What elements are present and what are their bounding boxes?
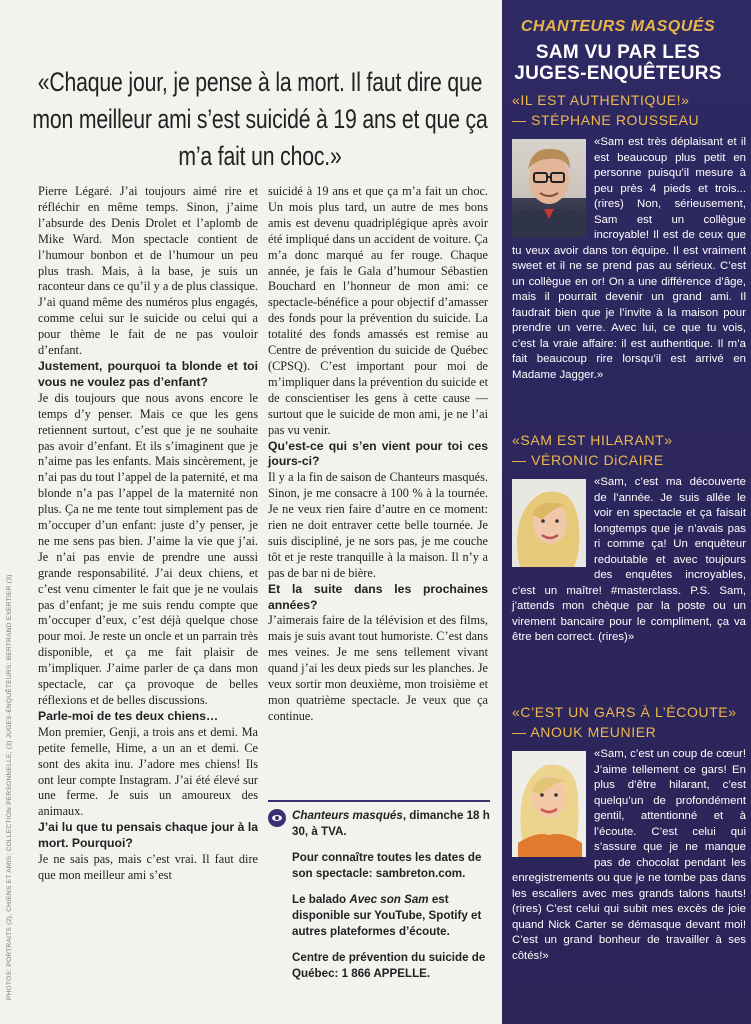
judge-stephane: [512, 92, 746, 383]
tva-eye-icon: [268, 809, 286, 827]
interview-question: J’ai lu que tu pensais chaque jour à la mort. Pourquoi?: [38, 820, 258, 851]
judge-name: — VÉRONIC DiCAIRE: [512, 452, 664, 468]
interview-paragraph: suicidé à 19 ans et que ça m’a fait un choc. Un mois plus tard, un autre de mes bons amis est devenu quadriplégique après avoir été impliqué dans un accident de voiture. Ça m’a donc marqué au fer rouge. Chaque année, je fais le Gala d’humour Sébastien Bouchard en l’honneur de mon ami: ce spectacle-bénéfice a pour objectif d’amasser des fonds pour la prévention du suicide. La totalité des fonds amassés est remise au Centre de prévention du suicide de Québec (CPSQ). C’est important pour moi de m’impliquer dans la prévention du suicide et de conscientiser les gens à cette cause — surtout que le suicide de mon ami, je ne l’ai pas vu venir.: [268, 184, 488, 437]
article-column-1: [38, 184, 258, 884]
prevention-center: Centre de prévention du suicide de Québec: 1 866 APPELLE.: [292, 951, 486, 980]
pull-quote: «Chaque jour, je pense à la mort. Il faut dire que mon meilleur ami s’est suicidé à 19 ans et que ça m’a fait un choc.»: [32, 67, 488, 171]
schedule-text: , dimanche 18 h 30, à TVA.: [292, 809, 490, 838]
podcast-pre: Le balado: [292, 893, 350, 906]
info-box: [268, 800, 490, 992]
judge-quote: «Sam est très déplaisant et il est beaucoup plus petit en personne puisqu’il mesure à peu près 4 pieds et trois... (rires) Non, sérieusement, Sam est un collègue incroyable! Il est de ceux que tu veux avoir dans ton équipe. Il est vraiment sweet et il ne se prend pas au sérieux. C’est un collègue en or! On a une différence d’âge, mais il pourrait devenir un grand ami. Il faudrait bien que je l’invite à la maison pour prendre un verre. Avec lui, ce que tu vois, c’est la vraie affaire: il est authentique. Il m’a fait beaucoup rire lorsqu’il est arrivé en Madame Jagger.»: [512, 136, 746, 381]
judge-quote: «Sam, c’est un coup de cœur! J’aime tellement ce gars! En plus d’être hilarant, c’est quelqu’un de profondément gentil, attentionné et à l’écoute. C’est celui qui s’assure que je ne manque pas de chocolat pendant les enregistrements ou que je ne tombe pas dans les escaliers avec mes grands talons hauts! (rires) C’est celui qui subit mes excès de joie quand Nick Carter se démasque devant moi! C’est un grand bonheur de travailler à ses côtés!»: [512, 748, 746, 962]
sidebar-title: SAM VU PAR LES JUGES-ENQUÊTEURS: [514, 42, 722, 84]
show-name: Chanteurs masqués: [292, 809, 403, 822]
interview-paragraph: Il y a la fin de saison de Chanteurs masqués. Sinon, je me consacre à 100 % à la tournée. Je ne veux rien faire d’autre en ce moment: rien ne doit entraver cette belle tournée. Je suis discipliné, je ne sors pas, je me couche tôt et je reste tranquille à la maison. Il n’y a pas de bar ni de bière.: [268, 470, 488, 580]
sidebar-kicker: CHANTEURS MASQUÉS: [520, 18, 716, 35]
interview-paragraph: J’aimerais faire de la télévision et des films, mais je suis avant tout humoriste. C’est dans mes veines. Je me sens tellement vivant quand j’ai les deux pieds sur les planches. Je veux sortir mon deuxième, mon troisième et mon quatrième spectacle. Je veux que ça continue.: [268, 613, 488, 723]
judge-photo: [512, 139, 586, 237]
portrait-illustration: [512, 139, 586, 237]
portrait-illustration: [512, 751, 586, 857]
judge-veronic: [512, 432, 746, 646]
interview-question: Et la suite dans les prochaines années?: [268, 581, 488, 612]
interview-paragraph: Je ne sais pas, mais c’est vrai. Il faut dire que mon meilleur ami s’est: [38, 852, 258, 882]
photo-credit: PHOTOS: PORTRAITS (2), CHIENS ET AMIS: COLLECTION PERSONNELLE, (3) JUGES-ENQUÊTEURS: BERTRAND EXERTIER (3): [6, 574, 13, 1000]
interview-paragraph: Mon premier, Genji, a trois ans et demi. Ma petite femelle, Hime, a un an et demi. Ce sont des akita inu. J’adore mes chiens! Ils ont leur compte Instagram. J’ai été élevé sur une ferme. Je suis un amoureux des animaux.: [38, 724, 258, 819]
judge-name: — STÉPHANE ROUSSEAU: [512, 112, 700, 128]
judge-headline: «IL EST AUTHENTIQUE!»: [512, 92, 690, 108]
podcast-info: [292, 892, 490, 940]
judge-photo: [512, 479, 586, 567]
judge-headline: «SAM EST HILARANT»: [512, 432, 673, 448]
judge-headline: «C’EST UN GARS À L’ÉCOUTE»: [512, 704, 737, 720]
podcast-post: est disponible sur YouTube, Spotify et autres plateformes d’écoute.: [292, 893, 482, 938]
show-schedule: [292, 808, 490, 840]
interview-question: Parle-moi de tes deux chiens…: [38, 708, 219, 723]
interview-question: Justement, pourquoi ta blonde et toi vous ne voulez pas d’enfant?: [38, 358, 258, 389]
judge-quote: «Sam, c’est ma découverte de l’année. Je suis allée le voir en spectacle et ça faisait longtemps que je n’avais pas ri comme ça! Un enquêteur redoutable et avec toujours des enquêtes incroyables, c’est un maître! #masterclass. P.S. Sam, j’attends mon chèque par la poste ou un virement bancaire pour le compliment, ça va être ben correct. (rires)»: [512, 476, 746, 643]
judges-sidebar: [502, 0, 751, 1024]
interview-paragraph: Je dis toujours que nous avons encore le temps d’y penser. Mais ce que les gens retiennent surtout, c’est que je ne souhaite pas avoir d’enfant. Et ils s’imaginent que je n’aime pas les enfants. Mais sincèrement, je n’ai pas du tout l’appel de la paternité, et ma blonde n’a pas l’appel de la maternité non plus. Ça ne me tente tout simplement pas de m’occuper d’un enfant: juste d’y penser, je ne me sens pas bien. J’aime la vie que j’ai. Je n’ai pas envie de prendre une aussi grande responsabilité. J’ai deux chiens, et c’est venu cimenter le fait que je ne voulais pas d’enfant; je me suis rendu compte que m’occuper d’eux, c’est déjà quelque chose pour moi. Je reste un oncle et un parrain très disponible, et ça me fait plaisir de m’impliquer. J’aime parler de ça dans mon spectacle, car ça provoque de belles réflexions et de belles discussions.: [38, 390, 258, 707]
judge-anouk: [512, 704, 746, 964]
interview-paragraph: Pierre Légaré. J’ai toujours aimé rire et réfléchir en même temps. Sinon, j’aime l’absurde des Denis Drolet et l’aplomb de Mike Ward. Mon spectacle contient de l’humour bonbon et de l’humour un peu plus trash. Mais, à la base, je suis un raconteur dans ce qu’il y a de plus classique. J’ai quand même des numéros plus engagés, comme celui sur le suicide ou celui qui a pour thème le fait de ne pas vouloir d’enfant.: [38, 184, 258, 358]
article-column-2: [268, 184, 488, 725]
portrait-illustration: [512, 479, 586, 567]
podcast-name: Avec son Sam: [349, 893, 429, 906]
judge-name: — ANOUK MEUNIER: [512, 724, 657, 740]
interview-question: Qu’est-ce qui s’en vient pour toi ces jours-ci?: [268, 438, 488, 469]
tour-dates: Pour connaître toutes les dates de son spectacle: sambreton.com.: [292, 851, 482, 880]
judge-photo: [512, 751, 586, 857]
